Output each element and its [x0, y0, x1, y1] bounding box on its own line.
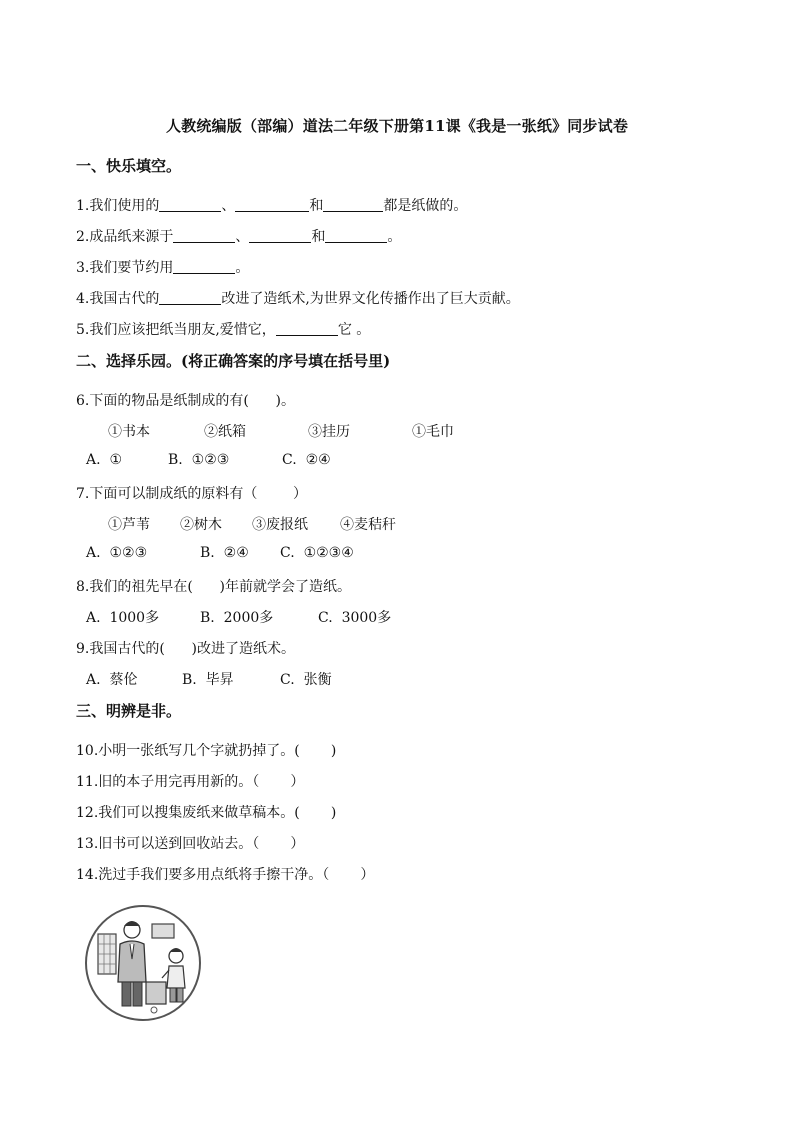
- question-1: 1.我们使用的 、 和 都是纸做的。: [76, 198, 468, 214]
- answer-blank[interactable]: [325, 228, 387, 243]
- choice-option[interactable]: A. ①: [86, 452, 123, 468]
- item: ③挂历: [308, 424, 350, 440]
- question-3: 3.我们要节约用 。: [76, 260, 250, 276]
- choice-option[interactable]: C. ②④: [282, 452, 331, 468]
- question-5: 5.我们应该把纸当朋友,爱惜它， 它 。: [76, 322, 371, 338]
- question-9: 9.我国古代的( )改进了造纸术。: [76, 641, 295, 657]
- answer-blank[interactable]: [323, 197, 383, 212]
- question-7: 7.下面可以制成纸的原料有（ ）: [76, 486, 307, 502]
- answer-blank[interactable]: [159, 197, 221, 212]
- item: ④麦秸秆: [340, 517, 396, 533]
- question-2: 2.成品纸来源于 、 和 。: [76, 229, 402, 245]
- answer-blank[interactable]: [159, 290, 221, 305]
- item: ②纸箱: [204, 424, 246, 440]
- judge-question-11: 11.旧的本子用完再用新的。（ ）: [76, 774, 305, 790]
- answer-blank[interactable]: [173, 228, 235, 243]
- choice-option[interactable]: A. 1000多: [86, 610, 160, 626]
- choice-option[interactable]: B. ①②③: [168, 452, 230, 468]
- section-heading-choice: 二、选择乐园。(将正确答案的序号填在括号里): [76, 352, 391, 370]
- item: ①芦苇: [108, 517, 150, 533]
- question-6: 6.下面的物品是纸制成的有( )。: [76, 393, 295, 409]
- item: ①毛巾: [412, 424, 454, 440]
- answer-blank[interactable]: [173, 259, 235, 274]
- choice-option[interactable]: B. 2000多: [200, 610, 274, 626]
- judge-question-10: 10.小明一张纸写几个字就扔掉了。( ): [76, 743, 337, 759]
- judge-question-12: 12.我们可以搜集废纸来做草稿本。( ): [76, 805, 337, 821]
- choice-option[interactable]: B. ②④: [200, 545, 249, 561]
- answer-blank[interactable]: [276, 321, 338, 336]
- page-title: 人教统编版（部编）道法二年级下册第11课《我是一张纸》同步试卷: [165, 117, 629, 135]
- item: ②树木: [180, 517, 222, 533]
- judge-question-14: 14.洗过手我们要多用点纸将手擦干净。（ ）: [76, 867, 375, 883]
- item: ③废报纸: [252, 517, 308, 533]
- handwashing-illustration: [84, 904, 202, 1022]
- section-heading-fill: 一、快乐填空。: [76, 157, 182, 175]
- choice-option[interactable]: A. ①②③: [86, 545, 148, 561]
- choice-option[interactable]: C. 张衡: [280, 672, 332, 688]
- answer-blank[interactable]: [249, 228, 311, 243]
- choice-option[interactable]: B. 毕昇: [182, 672, 234, 688]
- judge-question-13: 13.旧书可以送到回收站去。（ ）: [76, 836, 305, 852]
- question-8: 8.我们的祖先早在( )年前就学会了造纸。: [76, 579, 351, 595]
- answer-blank[interactable]: [235, 197, 309, 212]
- choice-option[interactable]: C. 3000多: [318, 610, 392, 626]
- section-heading-judge: 三、明辨是非。: [76, 702, 182, 720]
- item: ①书本: [108, 424, 150, 440]
- choice-option[interactable]: C. ①②③④: [280, 545, 354, 561]
- question-4: 4.我国古代的 改进了造纸术,为世界文化传播作出了巨大贡献。: [76, 291, 520, 307]
- choice-option[interactable]: A. 蔡伦: [86, 672, 138, 688]
